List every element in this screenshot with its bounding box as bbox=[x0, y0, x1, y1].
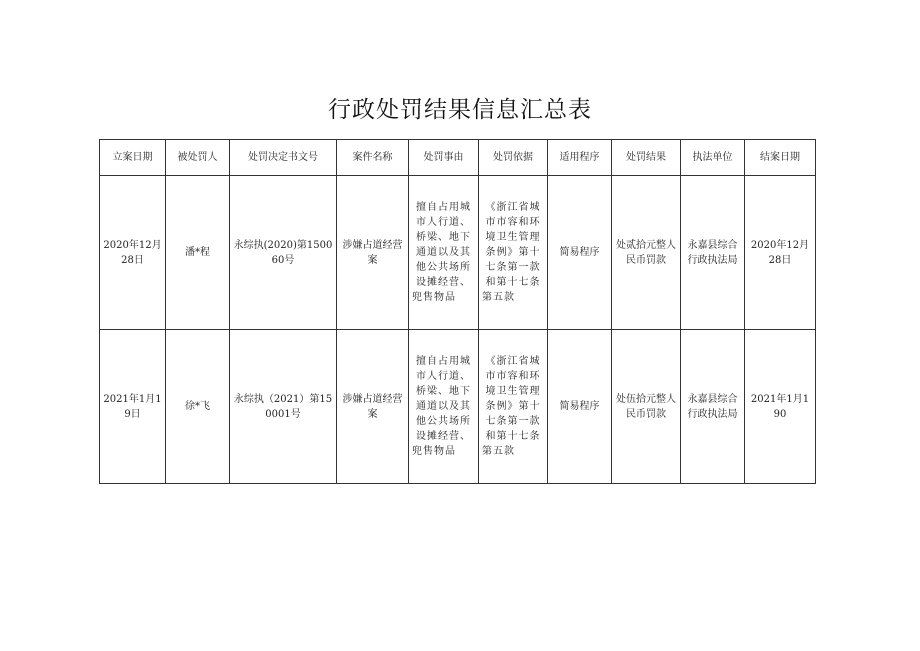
document-title: 行政处罚结果信息汇总表 bbox=[328, 97, 592, 123]
result-cell: 处贰拾元整人民币罚款 bbox=[612, 176, 681, 330]
filing-date-cell: 2021年1月19日 bbox=[100, 330, 166, 484]
header-agency: 执法单位 bbox=[681, 140, 745, 176]
case-name-cell: 涉嫌占道经营案 bbox=[337, 176, 409, 330]
basis-cell: 《浙江省城市市容和环境卫生管理条例》第十七条第一款和第十七条第五款 bbox=[479, 330, 548, 484]
decision-number-cell: 永综执(2020)第150060号 bbox=[230, 176, 337, 330]
decision-number-cell: 永综执（2021）第150001号 bbox=[230, 330, 337, 484]
reason-cell: 擅自占用城市人行道、桥梁、地下通道以及其他公共场所设摊经营、兜售物品 bbox=[409, 176, 479, 330]
procedure-cell: 简易程序 bbox=[548, 176, 612, 330]
result-cell: 处伍拾元整人民币罚款 bbox=[612, 330, 681, 484]
agency-cell: 永嘉县综合行政执法局 bbox=[681, 176, 745, 330]
basis-cell: 《浙江省城市市容和环境卫生管理条例》第十七条第一款和第十七条第五款 bbox=[479, 176, 548, 330]
case-name-cell: 涉嫌占道经营案 bbox=[337, 330, 409, 484]
header-closing-date: 结案日期 bbox=[745, 140, 816, 176]
closing-date-cell: 2021年1月190 bbox=[745, 330, 816, 484]
party-cell: 潘*程 bbox=[166, 176, 230, 330]
table-row bbox=[100, 176, 816, 330]
header-case-name: 案件名称 bbox=[337, 140, 409, 176]
header-row bbox=[100, 140, 816, 176]
table-row bbox=[100, 330, 816, 484]
party-cell: 徐*飞 bbox=[166, 330, 230, 484]
penalty-summary-table bbox=[99, 139, 816, 484]
header-reason: 处罚事由 bbox=[409, 140, 479, 176]
header-procedure: 适用程序 bbox=[548, 140, 612, 176]
filing-date-cell: 2020年12月28日 bbox=[100, 176, 166, 330]
reason-cell: 擅自占用城市人行道、桥梁、地下通道以及其他公共场所设摊经营、兜售物品 bbox=[409, 330, 479, 484]
header-decision-number: 处罚决定书文号 bbox=[230, 140, 337, 176]
agency-cell: 永嘉县综合行政执法局 bbox=[681, 330, 745, 484]
header-party: 被处罚人 bbox=[166, 140, 230, 176]
procedure-cell: 简易程序 bbox=[548, 330, 612, 484]
header-basis: 处罚依据 bbox=[479, 140, 548, 176]
header-filing-date: 立案日期 bbox=[100, 140, 166, 176]
closing-date-cell: 2020年12月28日 bbox=[745, 176, 816, 330]
header-result: 处罚结果 bbox=[612, 140, 681, 176]
